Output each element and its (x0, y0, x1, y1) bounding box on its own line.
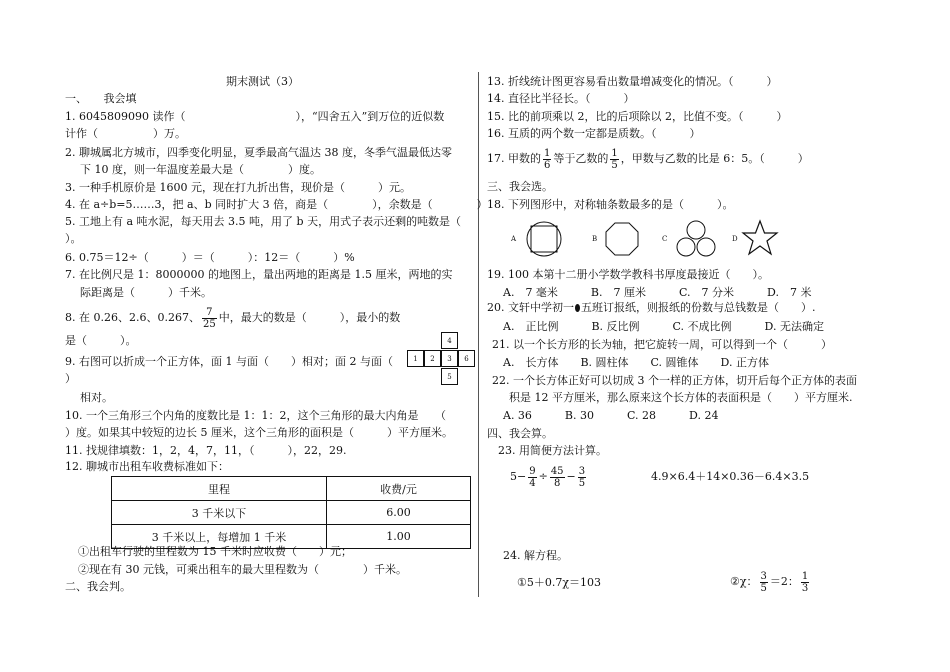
question-20-options: A. 正比例 B. 反比例 C. 不成比例 D. 无法确定 (503, 320, 824, 333)
question-16: 16. 互质的两个数一定都是质数。（ ） (487, 127, 701, 140)
table-row (112, 501, 471, 525)
question-14: 14. 直径比半径长。（ ） (487, 92, 635, 105)
question-10a: 10. 一个三角形三个内角的度数比是 1：1：2，这个三角形的最大内角是 （ (65, 409, 446, 422)
fraction: $\frac{7}{25}$ (202, 306, 216, 330)
cube-net-diagram (400, 332, 469, 392)
option-label: A (511, 235, 517, 243)
section-heading-1: 一、 我会填 (65, 92, 137, 105)
eq2-text-a: ②χ： (730, 575, 758, 588)
octagon-figure (604, 221, 640, 257)
cube-face: 1 (407, 350, 424, 367)
table-cell: 3 千米以上，每增加 1 千米 (112, 525, 327, 549)
option-label: D (732, 235, 738, 243)
question-9c: 相对。 (80, 391, 113, 404)
option-label: B (592, 235, 598, 243)
question-23: 23. 用简便方法计算。 (498, 444, 607, 457)
question-10b: ）度。如果其中较短的边长 5 厘米，这个三角形的面积是（ ）平方厘米。 (65, 426, 453, 439)
question-1a: 1. 6045809090 读作（ ），“四舍五入”到万位的近似数 (65, 110, 445, 123)
equation-1: ①5＋0.7χ＝103 (517, 576, 602, 589)
question-13: 13. 折线统计图更容易看出数量增减变化的情况。（ ） (487, 75, 778, 88)
table-header: 收费/元 (327, 477, 471, 501)
eq2-text-b: ＝2： (769, 575, 799, 588)
question-3: 3. 一种手机原价是 1600 元，现在打九折出售，现价是（ ）元。 (65, 181, 411, 194)
question-18: 18. 下列图形中，对称轴条数最多的是（ ）。 (487, 198, 734, 211)
table-header-row (112, 477, 471, 501)
question-9a: 9. 右图可以折成一个正方体，面 1 与面（ ）相对；面 2 与面（ (65, 355, 393, 368)
table-cell: 6.00 (327, 501, 471, 525)
question-12-1: ①出租车行驶的里程数为 15 千米时应收费（ ）元； (78, 545, 352, 558)
column-divider (478, 72, 479, 597)
question-17 (487, 146, 809, 172)
question-2b: 下 10 度，则一年温度差最大是（ ）度。 (80, 163, 321, 176)
circle-square-figure (524, 219, 564, 259)
question-1b: 计作（ ）万。 (65, 127, 186, 140)
calculation-1 (510, 462, 588, 492)
option-label: C (662, 235, 668, 243)
question-8a (65, 306, 400, 330)
fraction: $\frac{45}{8}$ (550, 465, 564, 489)
fraction: $\frac{1}{5}$ (611, 147, 618, 171)
fare-table (111, 476, 471, 549)
table-cell: 3 千米以下 (112, 501, 327, 525)
question-8c: 是（ ）。 (65, 334, 137, 347)
question-22a: 22. 一个长方体正好可以切成 3 个一样的正方体，切开后每个正方体的表面 (492, 374, 857, 387)
cube-face: 4 (441, 332, 458, 349)
cube-face: 5 (441, 368, 458, 385)
question-6: 6. 0.75＝12÷（ ）＝（ ）：12＝（ ）% (65, 251, 355, 264)
question-15: 15. 比的前项乘以 2，比的后项除以 2，比值不变。（ ） (487, 110, 788, 123)
q17-text-a: 17. 甲数的 (487, 152, 541, 165)
question-11: 11. 找规律填数：1，2，4，7，11，（ ），22，29. (65, 444, 347, 457)
fraction: $\frac{1}{6}$ (544, 147, 551, 171)
question-5b: ）。 (65, 232, 82, 245)
star-figure (740, 219, 780, 257)
q20-text-b: 五班订报纸，则报纸的份数与总钱数是（ ）. (581, 301, 816, 314)
q8-text-b: 中，最大的数是（ ），最小的数 (218, 311, 401, 324)
question-12: 12. 聊城市出租车收费标准如下： (65, 460, 229, 473)
cube-face: 6 (458, 350, 475, 367)
calc1-op: − (566, 470, 576, 483)
question-20 (487, 301, 816, 315)
question-4: 4. 在 a÷b=5……3，把 a、b 同时扩大 3 倍，商是（ ），余数是（ ） (65, 198, 488, 211)
question-5a: 5. 工地上有 a 吨水泥，每天用去 3.5 吨，用了 b 天，用式子表示还剩的吨数是（ (65, 215, 462, 228)
question-9b: ） (65, 372, 76, 385)
question-24: 24. 解方程。 (503, 549, 568, 562)
q17-text-c: ，甲数与乙数的比是 6：5。（ ） (620, 152, 809, 165)
calc1-text: 5− (510, 470, 527, 483)
page-title: 期末测试（3） (226, 75, 299, 88)
question-19-options: A. 7 毫米 B. 7 厘米 C. 7 分米 D. 7 米 (503, 286, 812, 299)
bullet-icon (575, 304, 580, 312)
cube-face: 2 (424, 350, 441, 367)
calc1-op: ÷ (538, 470, 548, 483)
question-22b: 积是 12 平方厘米，那么原来这个长方体的表面积是（ ）平方厘米. (509, 391, 853, 404)
question-22-options: A. 36 B. 30 C. 28 D. 24 (503, 409, 719, 422)
table-header: 里程 (112, 477, 327, 501)
section-heading-3: 三、我会选。 (487, 180, 553, 193)
question-2a: 2. 聊城属北方城市，四季变化明显，夏季最高气温达 38 度，冬季气温最低达零 (65, 146, 452, 159)
fraction: $\frac{1}{3}$ (801, 570, 809, 594)
q8-text-a: 8. 在 0.26、2.6、0.267、 (65, 311, 200, 324)
section-heading-4: 四、我会算。 (487, 427, 553, 440)
question-19: 19. 100 本第十二册小学数学教科书厚度最接近（ ）。 (487, 268, 769, 281)
q17-text-b: 等于乙数的 (553, 152, 609, 165)
section-heading-2: 二、我会判。 (65, 580, 131, 593)
three-circles-figure (672, 219, 720, 259)
calculation-2: 4.9×6.4＋14×0.36－6.4×3.5 (651, 470, 810, 483)
question-7b: 际距离是（ ）千米。 (80, 286, 212, 299)
fraction: $\frac{3}{5}$ (760, 570, 767, 594)
fraction: $\frac{9}{4}$ (529, 465, 536, 489)
table-cell: 1.00 (327, 525, 471, 549)
cube-face: 3 (441, 350, 458, 367)
equation-2 (730, 567, 811, 597)
fraction: $\frac{3}{5}$ (578, 465, 586, 489)
question-12-2: ②现在有 30 元钱，可乘出租车的最大里程数为（ ）千米。 (78, 563, 407, 576)
question-21: 21. 以一个长方形的长为轴，把它旋转一周，可以得到一个（ ） (492, 338, 832, 351)
question-21-options: A. 长方体 B. 圆柱体 C. 圆锥体 D. 正方体 (503, 356, 769, 369)
question-7a: 7. 在比例尺是 1：8000000 的地图上，量出两地的距离是 1.5 厘米，两地的实 (65, 268, 453, 281)
q20-text-a: 20. 文轩中学初一 (487, 301, 574, 314)
